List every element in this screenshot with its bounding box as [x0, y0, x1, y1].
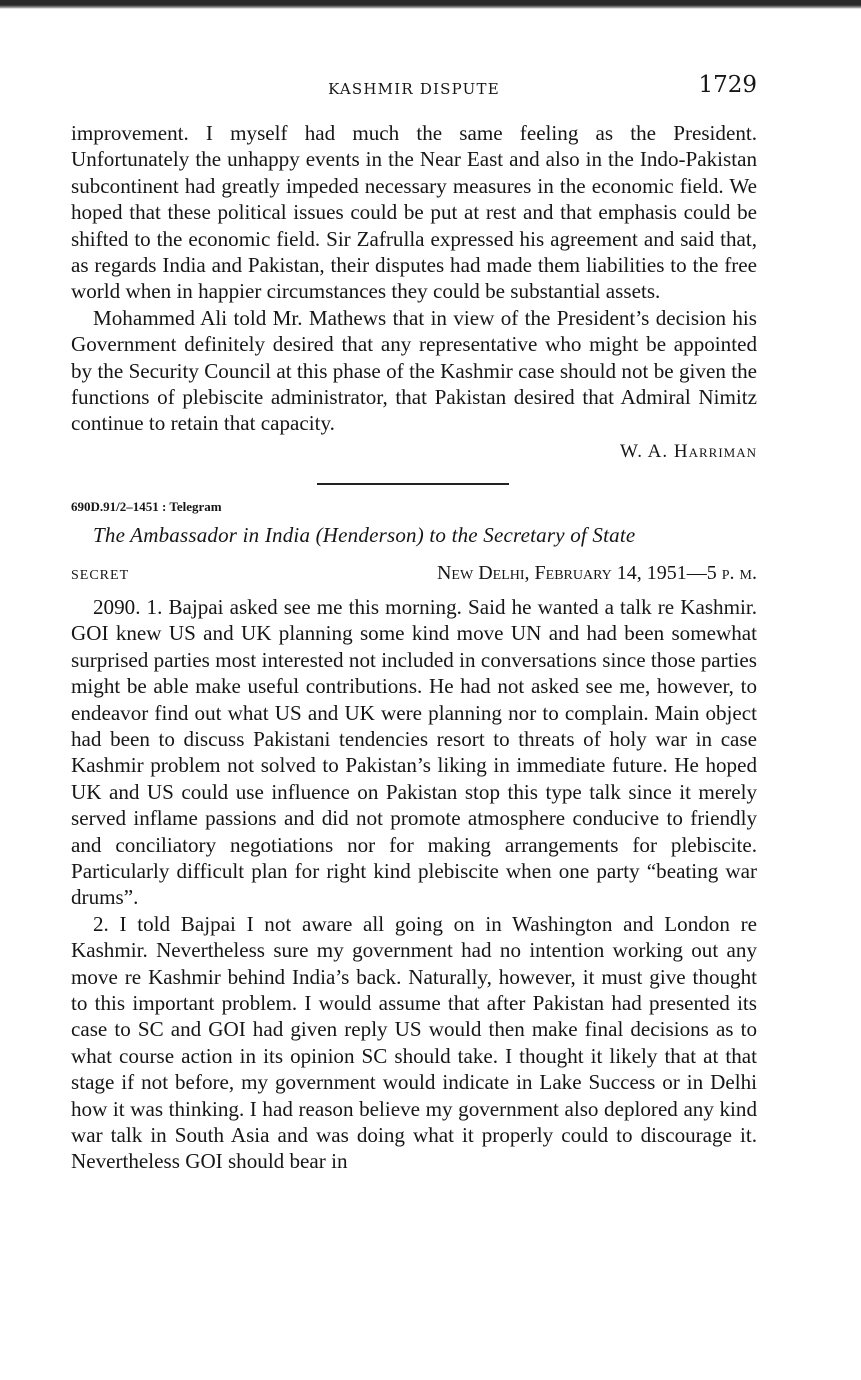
- page-number: 1729: [698, 72, 757, 98]
- classification-label: SECRET: [71, 567, 130, 583]
- document-title: The Ambassador in India (Henderson) to the Secretary of State: [93, 522, 636, 547]
- paragraph-continued: improvement. I myself had much the same feeling as the President. Unfortunately the unhappy events in the Near East and also in the Indo-Pakistan subcontinent had greatly impeded necessary measures in the economic field. We hoped that these political issues could be put at rest and that emphasis could be shifted to the economic field. Sir Zafrulla expressed his agreement and said that, as regards India and Pakistan, their disputes had made them liabilities to the free world when in happier circumstances they could be substantial assets.: [71, 121, 757, 304]
- running-head: [71, 66, 757, 102]
- place-date: New Delhi, February 14, 1951—5 p. m.: [436, 561, 757, 584]
- paragraph-telegram-1: 2090. 1. Bajpai asked see me this morning. Said he wanted a talk re Kashmir. GOI knew US and UK planning some kind move UN and had been somewhat surprised parties most interested not included in conversations since those parties might be able make useful contributions. He had not asked see me, however, to endeavor find out what US and UK were planning nor to complain. Main object had been to discuss Pakistani tendencies resort to threats of holy war in case Kashmir problem not solved to Pakistan’s liking in immediate future. He hoped UK and US could use influence on Pakistan stop this type talk since it merely served inflame passions and did not promote atmosphere conducive to friendly and conciliatory negotiations nor for making arrangements for plebiscite. Particularly difficult plan for right kind plebiscite when one party “beating war drums”.: [71, 594, 757, 910]
- file-reference: 690D.91/2–1451 : Telegram: [71, 498, 222, 514]
- section-divider: [317, 483, 509, 485]
- paragraph-mohammed-ali: Mohammed Ali told Mr. Mathews that in view of the President’s decision his Government definitely desired that any representative who might be appointed by the Security Council at this phase of the Kashmir case should not be given the functions of plebiscite administrator, that Pakistan desired that Admiral Nimitz continue to retain that capacity.: [71, 305, 757, 436]
- dateline: [71, 562, 757, 592]
- paragraph-telegram-2: 2. I told Bajpai I not aware all going on in Washington and London re Kashmir. Nevertheless sure my government had no intention working out any move re Kashmir behind India’s back. Naturally, however, it must give thought to this important problem. I would assume that after Pakistan had presented its case to SC and GOI had given reply US would then make final decisions as to what course action in its opinion SC should take. I thought it likely that at that stage if not before, my government would indicate in Lake Success or in Delhi how it was thinking. I had reason believe my government also deplored any kind war talk in South Asia and was doing what it properly could to discourage it. Nevertheless GOI should bear in: [71, 911, 757, 1174]
- running-title: KASHMIR DISPUTE: [328, 80, 500, 98]
- signature: W. A. Harriman: [620, 440, 757, 462]
- document-page: [71, 66, 757, 1175]
- page-top-edge: [0, 0, 861, 9]
